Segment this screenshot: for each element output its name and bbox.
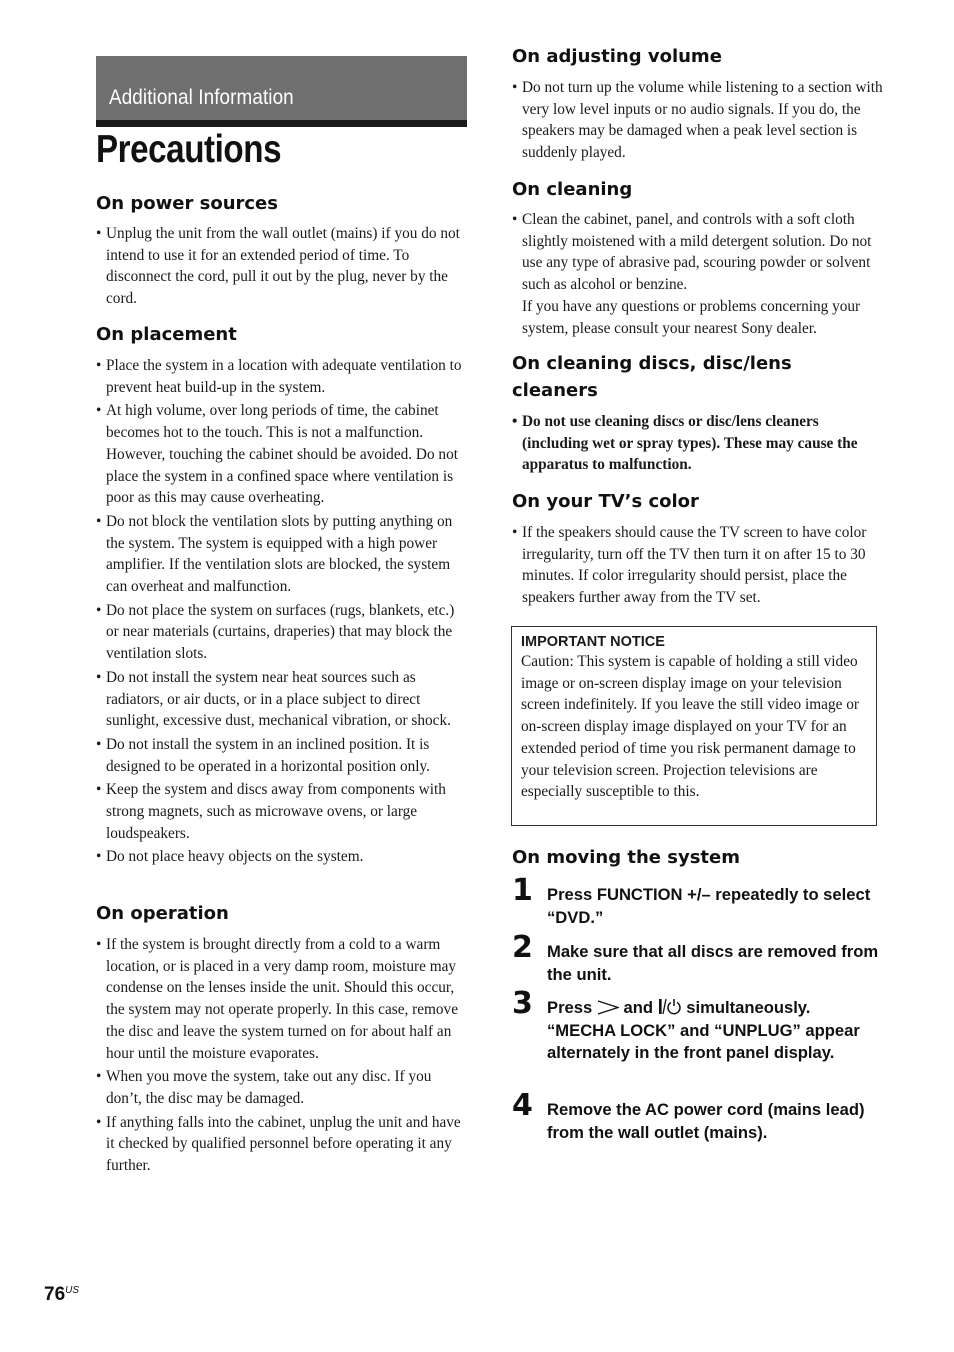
step-number: 1	[512, 873, 533, 908]
step-text-part: and	[623, 998, 653, 1017]
list-item: • Do not turn up the volume while listening to a section with very low level inputs or no audio signals. If you do, the speakers may be damaged when a peak level section is suddenly played.	[512, 77, 884, 164]
list-item: • Do not install the system in an inclined position. It is designed to be operated in a horizontal position only.	[96, 734, 468, 777]
heading-adjusting-volume: On adjusting volume	[512, 46, 722, 67]
list-item: • Keep the system and discs away from components with strong magnets, such as microwave ovens, or large loudspeakers.	[96, 779, 468, 844]
list-item: • Do not block the ventilation slots by putting anything on the system. The system is equipped with a high power amplifier. If the ventilation slots are blocked, the system can overheat and malfunction.	[96, 511, 468, 598]
section-banner-label: Additional Information	[109, 86, 294, 109]
heading-cleaning: On cleaning	[512, 179, 633, 200]
heading-power-sources: On power sources	[96, 193, 278, 214]
page-title: Precautions	[96, 128, 282, 171]
step-text: Press FUNCTION +/– repeatedly to select “DVD.”	[547, 885, 871, 927]
list-item: • Place the system in a location with adequate ventilation to prevent heat build-up in the system.	[96, 355, 468, 398]
step-text-part: simultaneously.	[686, 998, 811, 1017]
cleaning-paragraph-1: • Clean the cabinet, panel, and controls with a soft cloth slightly moistened with a mild detergent solution. Do not use any type of abrasive pad, scouring powder or solvent such as alcohol or benzine.	[522, 211, 872, 294]
heading-placement: On placement	[96, 324, 237, 345]
heading-tv-color: On your TV’s color	[512, 491, 699, 512]
list-item: • At high volume, over long periods of time, the cabinet becomes hot to the touch. This is not a malfunction. However, touching the cabinet should be avoided. Do not place the system in a confined space where ventilation is poor as this may cause overheating.	[96, 400, 468, 509]
banner-rule	[96, 120, 467, 127]
cleaning-paragraph-2: If you have any questions or problems concerning your system, please consult your nearest Sony dealer.	[522, 297, 861, 337]
heading-line: On cleaning discs, disc/lens	[512, 353, 792, 374]
important-notice-box	[511, 626, 877, 826]
notice-body: Caution: This system is capable of holding a still video image or on-screen display image on your television screen indefinitely. If you leave the still video image or on-screen display image displayed on your TV for an extended period of time you risk permanent damage to your television screen. Projection televisions are especially susceptible to this.	[521, 653, 859, 801]
list-item: • If the system is brought directly from a cold to a warm location, or is placed in a very damp room, moisture may condense on the lenses inside the unit. Should this occur, the system may not operate properly. In this case, remove the disc and leave the system turned on for about half an hour until the moisture evaporates.	[96, 934, 468, 1064]
page-region: US	[65, 1285, 80, 1296]
power-sources-list	[96, 223, 468, 312]
list-item: • If anything falls into the cabinet, unplug the unit and have it checked by qualified personnel before operating it any further.	[96, 1112, 468, 1177]
tv-color-list	[512, 522, 884, 611]
page-number	[44, 1284, 79, 1306]
power-icon	[658, 998, 682, 1015]
heading-operation: On operation	[96, 903, 229, 924]
heading-cleaning-discs	[512, 350, 792, 404]
list-item: • Unplug the unit from the wall outlet (mains) if you do not intend to use it for an extended period of time. To disconnect the cord, pull it out by the plug, never by the cord.	[96, 223, 468, 310]
heading-line: cleaners	[512, 380, 598, 401]
step-text-part: “MECHA LOCK” and “UNPLUG” appear alternately in the front panel display.	[547, 1020, 860, 1063]
volume-list	[512, 77, 884, 166]
list-item: • Do not place the system on surfaces (rugs, blankets, etc.) or near materials (curtains, draperies) that may block the ventilation slots.	[96, 600, 468, 665]
section-banner	[96, 56, 467, 120]
step-text	[547, 997, 882, 1065]
step-number: 3	[512, 986, 533, 1021]
step-text: Remove the AC power cord (mains lead) from the wall outlet (mains).	[547, 1100, 865, 1142]
step-number: 2	[512, 930, 533, 965]
list-item	[512, 209, 884, 339]
list-item: • Do not place heavy objects on the system.	[96, 846, 468, 868]
list-item: • When you move the system, take out any disc. If you don’t, the disc may be damaged.	[96, 1066, 468, 1109]
heading-moving-system: On moving the system	[512, 847, 740, 868]
play-icon	[597, 1000, 619, 1015]
list-item: • If the speakers should cause the TV screen to have color irregularity, turn off the TV then turn it on after 15 to 30 minutes. If color irregularity should persist, place the speakers further away from the TV set.	[512, 522, 884, 609]
list-item: • Do not install the system near heat sources such as radiators, or air ducts, or in a place subject to direct sunlight, excessive dust, mechanical vibration, or shock.	[96, 667, 468, 732]
cleaning-list	[512, 209, 884, 341]
step-number: 4	[512, 1088, 533, 1123]
step-text: Make sure that all discs are removed from the unit.	[547, 942, 879, 984]
discs-list	[512, 411, 884, 478]
operation-list	[96, 934, 468, 1179]
notice-title: IMPORTANT NOTICE	[521, 634, 665, 650]
list-item: • Do not use cleaning discs or disc/lens cleaners (including wet or spray types). These may cause the apparatus to malfunction.	[512, 411, 884, 476]
page-number-value: 76	[44, 1284, 66, 1305]
step-text-part: Press	[547, 998, 593, 1017]
placement-list	[96, 355, 468, 870]
